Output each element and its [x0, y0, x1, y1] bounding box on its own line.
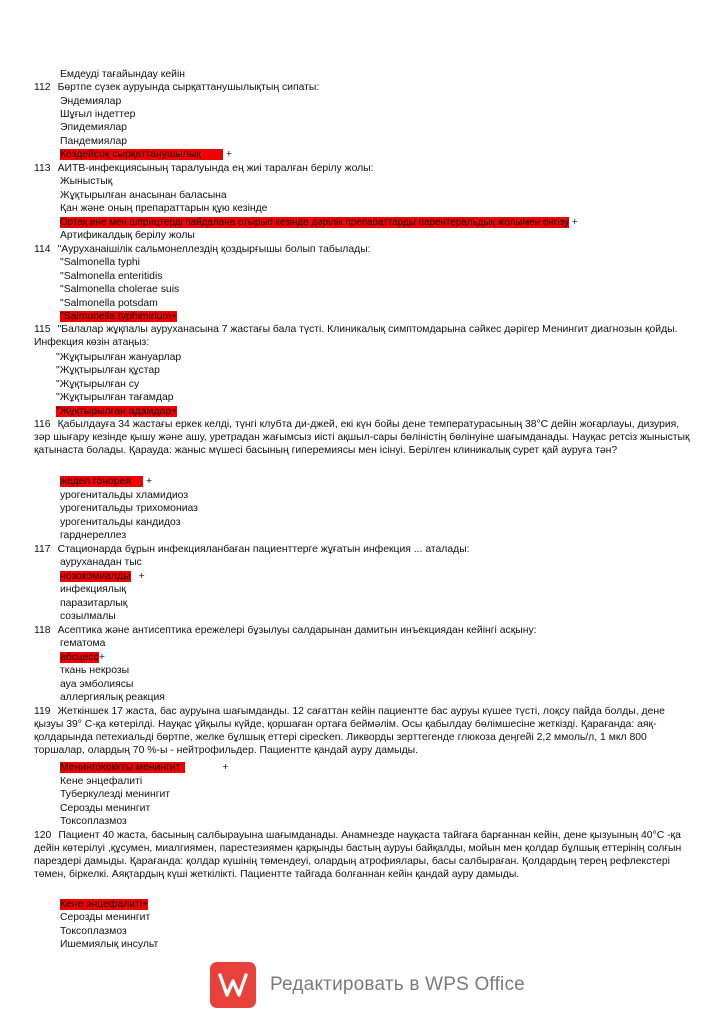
text-line: Емдеуді тағайындау кейін: [60, 69, 186, 80]
correct-option: Менингококкты менингит +: [60, 762, 229, 773]
option: Жыныстық: [60, 176, 113, 187]
question-115: 115 "Балалар жұқпалы ауруханасына 7 жастағы бала түсті. Клиникалық симптомдарына сәйкес дәрігер Менингит диагнозын қойды. Инфекция көзін атаңыз:: [34, 324, 678, 348]
option: Токсоплазмоз: [60, 926, 127, 937]
question-116: 116 Қабылдауға 34 жастағы еркек келді, түнгі клубта ди-джей, екі күн бойы дене температурасының 38°С дейін жоғарлауы, дизурия, зәр шығару кезінде қышу және ашу, уретрадан жағымсыз иісті ақшыл-сары бөліністің бөлінуіне шағымданады. Науқас ретсіз жыныстық қатынаста болады. Қарауда: жаныс мүшесі басының гиперемиясы мен ісінуі. Берілген клиникалық сурет қай ауруға тән?: [34, 419, 690, 456]
question-119: 119 Жеткіншек 17 жаста, бас ауруына шағымданды. 12 сағаттан кейін пациентте бас ауруы күшее түсті, лоқсу пайда болды, дене қызуы 39° С-қа көтерілді. Науқас ұйқылы күйде, қоршаған ортаға беймәлім. Осы қабылдау бөлімшесіне жеткізді. Қарағанда: аяқ- қолдарында петехиальді бөртпе, желке бұлшық еттері сіресken. Ликворды зерттегенде глюкоза деңгейі 2,2 ммоль/л, 1 мкл 800 торшалар, олардың 70 %-ы - нейтрофильдер. Пациентте қандай ауру дамыды.: [34, 706, 665, 756]
option: ткань некрозы: [60, 665, 130, 676]
question-120: 120 Пациент 40 жаста, басының салбырауына шағымданады. Анамнезде науқаста тайгаға барғаннан кейін, дене қызуының 40°С -қа дейін көтерілуі ,құсумен, миалгиямен, парестезиямен қарқынды бастың ауруы байқалды, мойын мен қолдар бұлшық еттерінің солғын парездері дамыды. Қарағанда: қолдар күшінің төмендеуі, олардың атрофиялары, басы салбыраған. Қолдардың терең рефлекстері төмен, біркелкі. Аяқтардың күші жеткілікті. Пациентте тайгада болғаннан кейін қандай ауру дамыды.: [34, 830, 682, 880]
correct-option: Кездейсоқ сырқаттанушылық +: [60, 149, 232, 160]
option: "Salmonella enteritidis: [60, 271, 163, 282]
correct-option: Кене энцефалиті+: [60, 899, 149, 910]
wps-edit-label[interactable]: Редактировать в WPS Office: [270, 974, 525, 995]
option: "Salmonella typhi: [60, 257, 140, 268]
option: "Salmonella potsdam: [60, 298, 158, 309]
option: ауруханадан тыс: [60, 557, 142, 568]
question-113: 113 АИТВ-инфекциясының таралуында ең жиі таралған берілу жолы:: [34, 163, 374, 174]
option: аллергиялық реакция: [60, 692, 165, 703]
correct-option: Ортақ ине мен шприцтерді пайдалана отырып кезінде дәрілік препараттарды парентеральдық жолымен енгізу +: [60, 217, 578, 228]
option: "Жұқтырылған су: [56, 379, 140, 390]
option: Кене энцефалиті: [60, 776, 143, 787]
option: Эндемиялар: [60, 96, 122, 107]
option: Артификалдық берілу жолы: [60, 230, 195, 241]
wps-logo-icon: [210, 962, 256, 1008]
option: Токсоплазмоз: [60, 816, 127, 827]
option: "Жұқтырылған тағамдар: [56, 392, 174, 403]
question-117: 117 Стационарда бұрын инфекцияланбаған пациенттерге жұғатын инфекция ... аталады:: [34, 544, 470, 555]
question-114: 114 "Ауруханаішілік сальмонеллездің қоздырғышы болып табылады:: [34, 244, 371, 255]
option: "Жұқтырылған жануарлар: [56, 352, 182, 363]
option: паразитарлық: [60, 598, 128, 609]
wps-edit-banner[interactable]: [210, 962, 540, 1008]
option: гарднереллез: [60, 530, 127, 541]
option: Серозды менингит: [60, 912, 151, 923]
correct-option: абсцесс+: [60, 652, 105, 663]
option: Эпидемиялар: [60, 122, 127, 133]
option: "Жұқтырылған құстар: [56, 365, 160, 376]
question-118: 118 Асептика және антисептика ережелері бұзылуы салдарынан дамитын инъекциядан кейінгі асқыну:: [34, 625, 537, 636]
option: Шұғыл індеттер: [60, 109, 136, 120]
option: Жұқтырылған анасынан баласына: [60, 190, 227, 201]
correct-option: жедел гонорея +: [60, 476, 153, 487]
option: Серозды менингит: [60, 803, 151, 814]
option: гематома: [60, 638, 106, 649]
option: Қан және оның препараттарын құю кезінде: [60, 203, 268, 214]
option: ауа эмболиясы: [60, 679, 134, 690]
option: урогенитальды трихомониаз: [60, 503, 198, 514]
option: "Salmonella cholerae suis: [60, 284, 180, 295]
correct-option: "Salmonella typhimirium+: [60, 311, 178, 322]
option: Туберкулезді менингит: [60, 789, 171, 800]
option: созылмалы: [60, 611, 116, 622]
option: Ишемиялық инсульт: [60, 939, 159, 950]
option: урогенитальды хламидиоз: [60, 490, 189, 501]
correct-option: "Жұқтырылған адамдар+: [56, 406, 178, 417]
option: инфекциялық: [60, 584, 126, 595]
option: урогенитальды кандидоз: [60, 517, 181, 528]
correct-option: нозокомиалды +: [60, 571, 145, 582]
option: Пандемиялар: [60, 136, 128, 147]
question-112: 112 Бөртпе сүзек ауруында сырқаттанушылықтың сипаты:: [34, 82, 320, 93]
